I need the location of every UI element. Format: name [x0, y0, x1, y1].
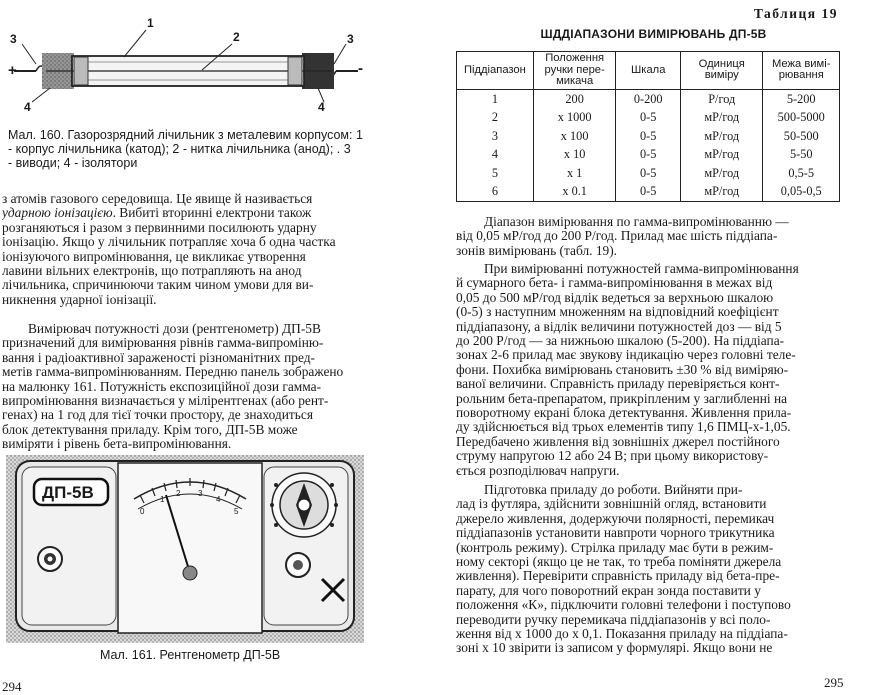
- callout-4-left: 4: [24, 100, 31, 114]
- table-cell: мР/год: [681, 164, 763, 183]
- col-header: Положення ручки перемикача: [533, 52, 616, 90]
- table-cell: 0-5: [616, 164, 681, 183]
- text-line: фони. Похибка вимірювань становить ±30 % від виміряю-: [456, 362, 789, 377]
- table-row: [457, 182, 840, 201]
- text-line: іонізуючого випромінювання, це викликає утворення: [2, 249, 306, 264]
- callout-3-right: 3: [347, 32, 354, 46]
- dial-mark: 3: [198, 489, 203, 498]
- callout-4-right: 4: [318, 100, 325, 114]
- text-line: вання і радіоактивної зараженості різноманітних пред-: [2, 350, 316, 365]
- text-line: ду здійснюється від трьох елементів типу 1,6 ПМЦ-х-1,05.: [456, 420, 791, 435]
- table-cell: 0-5: [616, 145, 681, 164]
- text-line: 0,05 до 500 мР/год відлік ведеться за верхньою шкалою: [456, 290, 774, 305]
- table-cell: 0-5: [616, 108, 681, 127]
- table-cell: 5-200: [763, 89, 840, 108]
- table-row: [457, 145, 840, 164]
- dial-mark: 1: [160, 495, 165, 504]
- table-row: [457, 108, 840, 127]
- right-page: [456, 0, 873, 695]
- dial-mark: 2: [176, 489, 181, 498]
- table-row: [457, 164, 840, 183]
- page-number-right: 295: [824, 675, 844, 690]
- table-cell: х 10: [533, 145, 616, 164]
- left-paragraph-2: [2, 322, 378, 452]
- text-line: виміряти і рівень бета-випромінювання.: [2, 437, 232, 452]
- caption-line: - виводи; 4 - ізолятори: [8, 156, 138, 170]
- table-cell: Р/год: [681, 89, 763, 108]
- device-label: ДП-5В: [42, 483, 94, 502]
- text-line: живлення). Перевірити справність приладу від бета-пре-: [456, 569, 780, 584]
- text-line: до 200 Р/год — за нижньою шкалою (5-200). На піддіапа-: [456, 334, 785, 349]
- text-span: . Вибиті вторинні електрони також: [112, 206, 312, 221]
- table-cell: 500-5000: [763, 108, 840, 127]
- table-cell: х 100: [533, 127, 616, 146]
- text-line: ється розподілювач напруги.: [456, 463, 620, 478]
- text-line: При вимірюванні потужностей гамма-випромінювання: [484, 262, 799, 276]
- col-header: Межа вимірювання: [763, 52, 840, 90]
- callout-2: 2: [233, 30, 240, 44]
- figure-160-caption: [8, 128, 380, 170]
- text-line: іонізацію. Якщо у лічильник потрапляє хоча б одна частка: [2, 235, 336, 250]
- table-cell: 0-5: [616, 182, 681, 201]
- table-row: [457, 127, 840, 146]
- text-line: призначений для вимірювання рівнів гамма-випроміню-: [2, 336, 324, 351]
- text-line: лічильника, спричинюючи таким чином умови для ви-: [2, 278, 314, 293]
- table-cell: 0,5-5: [763, 164, 840, 183]
- text-line: піддіапазону, а відлік величини потужностей доз — від 5: [456, 319, 782, 334]
- text-line: розганяються і разом з первинними посилюють ударну: [2, 220, 317, 235]
- plus-sign: +: [8, 62, 17, 79]
- table-label: Таблиця 19: [753, 6, 838, 21]
- text-line: зонів вимірювань (табл. 19).: [456, 243, 618, 258]
- text-line: з атомів газового середовища. Це явище й називається: [2, 192, 313, 206]
- text-line: ному секторі (якщо це не так, то треба поміняти джерела: [456, 555, 782, 570]
- callout-3-left: 3: [10, 32, 17, 46]
- figure-161-labels: [6, 455, 364, 643]
- right-paragraph-1: [456, 215, 840, 258]
- table-cell: 5: [457, 164, 534, 183]
- table-cell: 6: [457, 182, 534, 201]
- dial-mark: 5: [234, 507, 239, 516]
- text-line: джерело живлення, додержуючи полярності, перемикач: [456, 511, 775, 526]
- caption-line: Мал. 160. Газорозрядний лічильник з металевим корпусом: 1: [8, 128, 363, 142]
- right-paragraph-3: [456, 483, 840, 656]
- text-line: блок детектування приладу. Крім того, ДП-5В може: [2, 422, 298, 437]
- table-row: [457, 89, 840, 108]
- text-line: поворотному екрані блока детектування. Живлення прила-: [456, 406, 792, 421]
- minus-sign: -: [358, 60, 363, 77]
- text-line: лад із футляра, здійснити зовнішній огляд, встановити: [456, 497, 767, 512]
- text-line: парату, для чого поворотний екран зонда поставити у: [456, 583, 761, 598]
- table-cell: 4: [457, 145, 534, 164]
- table-cell: 0-200: [616, 89, 681, 108]
- text-line: рольним бета-препаратом, прикріпленим у заглибленні на: [456, 391, 788, 406]
- table-cell: х 0.1: [533, 182, 616, 201]
- table-header-row: [457, 52, 840, 90]
- text-line: ваної величини. Справність приладу перевіряється конт-: [456, 377, 780, 392]
- text-line: й сумарного бета- і гамма-випромінювання в межах від: [456, 276, 773, 291]
- col-header: Шкала: [616, 52, 681, 90]
- table-cell: 3: [457, 127, 534, 146]
- text-line: переводити ручку перемикача піддіапазонів у всі поло-: [456, 612, 771, 627]
- text-line: струму напругою 12 або 24 В; при цьому використову-: [456, 449, 769, 464]
- text-line: лавини вільних електронів, що потрапляють на анод: [2, 264, 302, 279]
- text-line: Підготовка приладу до роботи. Вийняти при-: [484, 483, 743, 497]
- text-line: на малюнку 161. Потужність експозиційної дози гамма-: [2, 379, 322, 394]
- emphasis-term: ударною іонізацією: [2, 206, 113, 221]
- table-cell: х 1: [533, 164, 616, 183]
- table-cell: мР/год: [681, 145, 763, 164]
- callout-1: 1: [147, 16, 154, 30]
- text-line: зонах 2-6 прилад має звукову індикацію через головні теле-: [456, 348, 796, 363]
- text-line: (0-5) з наступним множенням на відповідний коефіцієнт: [456, 305, 779, 320]
- text-line: випромінювання визначається у мілірентгенах (або рент-: [2, 394, 329, 409]
- table-cell: 2: [457, 108, 534, 127]
- text-line: від 0,05 мР/год до 200 Р/год. Прилад має шість піддіапа-: [456, 229, 778, 244]
- text-line: (контроль режиму). Стрілка приладу має бути в режим-: [456, 540, 774, 555]
- text-line: піддіапазонів установити навпроти чорного трикутника: [456, 526, 775, 541]
- dial-mark: 0: [140, 507, 145, 516]
- table-title: ШДДІАПАЗОНИ ВИМІРЮВАНЬ ДП-5В: [540, 27, 767, 41]
- text-line: метів гамма-випромінюванням. Передню панель зображено: [2, 365, 344, 380]
- table-cell: 0-5: [616, 127, 681, 146]
- col-header: Піддіапазон: [457, 52, 534, 90]
- table-cell: мР/год: [681, 108, 763, 127]
- table-cell: 1: [457, 89, 534, 108]
- figure-160-labels: [6, 16, 366, 120]
- ranges-table: [456, 51, 840, 202]
- text-line: генах) на 1 год для тієї точки простору, де знаходиться: [2, 408, 313, 423]
- figure-161-caption: Мал. 161. Рентгенометр ДП-5В: [100, 648, 281, 662]
- text-line: [2, 206, 378, 220]
- table-cell: х 1000: [533, 108, 616, 127]
- text-line: зоні х 10 звірити із записом у формулярі. Якщо вони не: [456, 641, 773, 656]
- text-line: никнення ударної іонізації.: [2, 292, 157, 307]
- right-paragraph-2: [456, 262, 840, 478]
- left-paragraph-1: [2, 192, 378, 307]
- table-cell: 0,05-0,5: [763, 182, 840, 201]
- text-line: Діапазон вимірювання по гамма-випромінюванню —: [484, 215, 789, 229]
- table-cell: 200: [533, 89, 616, 108]
- col-header: Одиниця виміру: [681, 52, 763, 90]
- text-line: Передбачено живлення від зовнішніх джерел постійного: [456, 434, 780, 449]
- table-cell: мР/год: [681, 182, 763, 201]
- text-line: положення «К», підключити головні телефони і поступово: [456, 598, 791, 613]
- table-cell: 50-500: [763, 127, 840, 146]
- table-cell: мР/год: [681, 127, 763, 146]
- caption-line: - корпус лічильника (катод); 2 - нитка лічильника (анод); . 3: [8, 142, 351, 156]
- text-line: ження від х 1000 до х 0,1. Показання приладу на піддіапа-: [456, 627, 788, 642]
- dial-mark: 4: [216, 495, 221, 504]
- page-number-left: 294: [2, 679, 22, 694]
- table-cell: 5-50: [763, 145, 840, 164]
- text-line: Вимірювач потужності дози (рентгенометр) ДП-5В: [28, 322, 321, 336]
